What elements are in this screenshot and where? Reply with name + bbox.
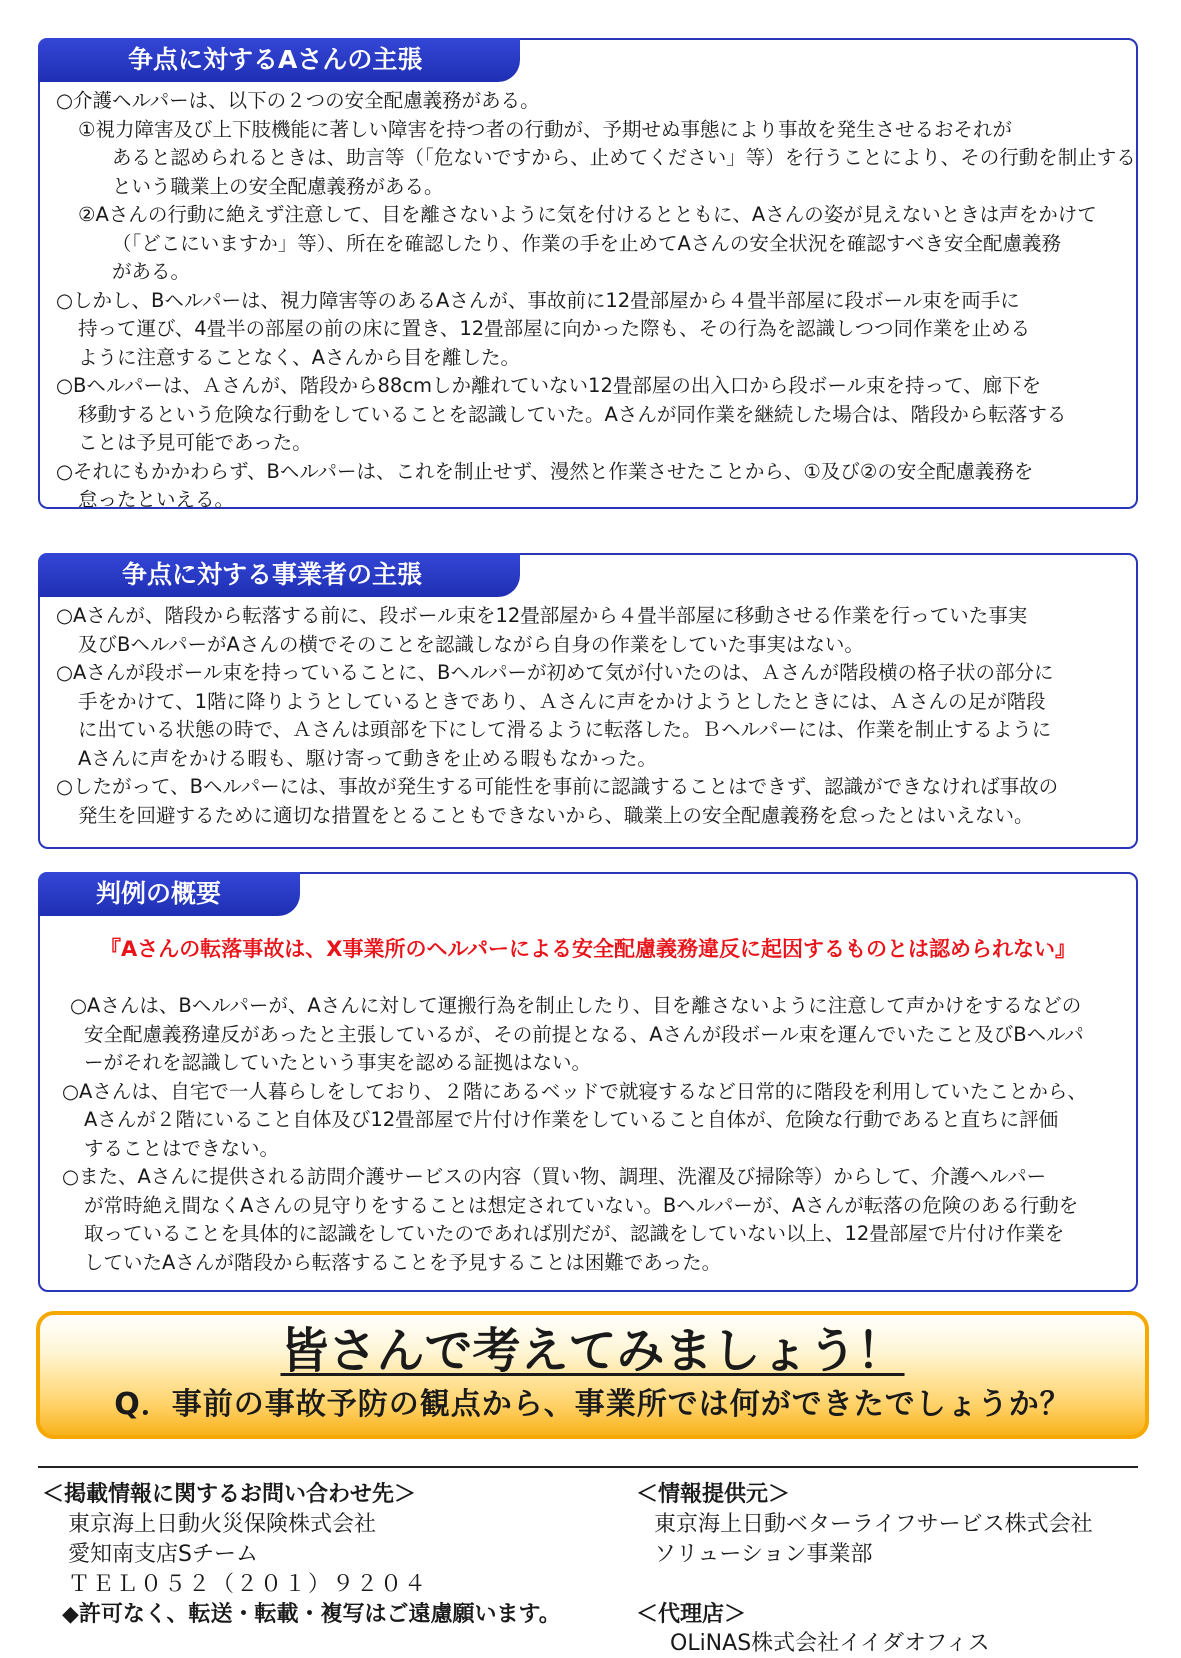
paragraph-line: ○介護ヘルパーは、以下の２つの安全配慮義務がある。: [56, 89, 540, 112]
paragraph-line: ○したがって、Bヘルパーには、事故が発生する可能性を事前に認識することはできず、認識ができなければ事故の: [56, 775, 1059, 798]
paragraph-line: していたAさんが階段から転落することを予見することは困難であった。: [84, 1250, 722, 1274]
banner-title-text: 皆さんで考えてみましょう！: [280, 1323, 905, 1379]
contact-branch: 愛知南支店Sチーム: [68, 1542, 258, 1567]
section-body: [56, 602, 1126, 830]
paragraph-line: ○それにもかかわらず、Bヘルパーは、これを制止せず、漫然と作業させたことから、①及び②の安全配慮義務を: [56, 459, 1034, 483]
provider-heading: ＜情報提供元＞: [636, 1482, 791, 1507]
footer-contact: [42, 1480, 561, 1630]
discussion-banner: [36, 1311, 1149, 1439]
paragraph-line: 持って運び、4畳半の部屋の前の床に置き、12畳部屋に向かった際も、その行為を認識しつつ同作業を止める: [78, 317, 1031, 340]
paragraph-line: ①視力障害及び上下肢機能に著しい障害を持つ者の行動が、予期せぬ事態により事故を発生させるおそれが: [78, 117, 1012, 141]
section-body: [62, 992, 1126, 1277]
paragraph-line: ○Bヘルパーは、Ａさんが、階段から88cmしか離れていない12畳部屋の出入口から段ボール束を持って、廊下を: [56, 374, 1042, 397]
agent-company: OLiNAS株式会社イイダオフィス: [670, 1631, 990, 1656]
section-business-claim: [38, 553, 1138, 849]
paragraph-line: 発生を回避するために適切な措置をとることもできないから、職業上の安全配慮義務を怠ったとはいえない。: [78, 803, 1034, 827]
ruling-headline: 『Aさんの転落事故は、X事業所のヘルパーによる安全配慮義務違反に起因するものとは認められない』: [100, 937, 1076, 961]
paragraph-line: することはできない。: [84, 1136, 280, 1160]
section-body: [56, 87, 1136, 515]
paragraph-line: ○また、Aさんに提供される訪問介護サービスの内容（買い物、調理、洗濯及び掃除等）からして、介護ヘルパー: [62, 1165, 1047, 1188]
paragraph-line: ○Aさんは、Bヘルパーが、Aさんに対して運搬行為を制止したり、目を離さないように注意して声かけをするなどの: [70, 994, 1082, 1017]
paragraph-line: ○Aさんが、階段から転落する前に、段ボール束を12畳部屋から４畳半部屋に移動させる作業を行っていた事実: [56, 604, 1028, 627]
paragraph-line: Aさんに声をかける暇も、駆け寄って動きを止める暇もなかった。: [78, 746, 657, 770]
paragraph-line: Aさんが２階にいること自体及び12畳部屋で片付け作業をしていること自体が、危険な行動であると直ちに評価: [84, 1108, 1059, 1131]
paragraph-line: （「どこにいますか」等）、所在を確認したり、作業の手を止めてAさんの安全状況を確認すべき安全配慮義務: [112, 231, 1061, 255]
section-title: 争点に対するAさんの主張: [38, 38, 520, 82]
paragraph-line: 取っていることを具体的に認識をしていたのであれば別だが、認識をしていない以上、12畳部屋で片付け作業を: [84, 1222, 1065, 1245]
paragraph-line: ○しかし、Bヘルパーは、視力障害等のあるAさんが、事故前に12畳部屋から４畳半部屋に段ボール束を両手に: [56, 288, 1020, 312]
agent-heading: ＜代理店＞: [636, 1602, 747, 1627]
paragraph-line: 怠ったといえる。: [78, 488, 235, 511]
footer-provider: [636, 1480, 1093, 1658]
provider-department: ソリューション事業部: [654, 1542, 873, 1567]
paragraph-line: ②Aさんの行動に絶えず注意して、目を離さないように気を付けるとともに、Aさんの姿が見えないときは声をかけて: [78, 203, 1097, 226]
section-title: 判例の概要: [38, 872, 300, 916]
paragraph-line: あると認められるときは、助言等（「危ないですから、止めてください」等）を行うことにより、その行動を制止する: [112, 146, 1136, 169]
paragraph-line: という職業上の安全配慮義務がある。: [112, 174, 444, 198]
contact-tel: ＴＥＬ０５２（２０１）９２０４: [68, 1572, 429, 1597]
contact-company: 東京海上日動火災保険株式会社: [68, 1512, 377, 1537]
paragraph-line: が常時絶え間なくAさんの見守りをすることは想定されていない。Bヘルパーが、Aさんが転落の危険のある行動を: [84, 1193, 1079, 1217]
footer-divider: [38, 1466, 1138, 1468]
section-title: 争点に対する事業者の主張: [38, 553, 520, 597]
paragraph-line: に出ている状態の時で、Ａさんは頭部を下にして滑るように転落した。Ｂヘルパーには、作業を制止するように: [78, 718, 1052, 741]
section-a-claim: [38, 38, 1138, 509]
provider-company: 東京海上日動ベターライフサービス株式会社: [654, 1512, 1093, 1537]
paragraph-line: ことは予見可能であった。: [78, 431, 312, 454]
paragraph-line: 手をかけて、1階に降りようとしているときであり、Ａさんに声をかけようとしたときには、Ａさんの足が階段: [78, 689, 1046, 713]
paragraph-line: 安全配慮義務違反があったと主張しているが、その前提となる、Aさんが段ボール束を運んでいたこと及びBヘルパ: [84, 1022, 1084, 1046]
spacer: [636, 1570, 1093, 1600]
paragraph-line: ーがそれを認識していたという事実を認める証拠はない。: [84, 1051, 592, 1074]
section-ruling: [38, 872, 1138, 1292]
paragraph-line: ように注意することなく、Aさんから目を離した。: [78, 345, 520, 369]
paragraph-line: ○Aさんが段ボール束を持っていることに、Bヘルパーが初めて気が付いたのは、Ａさんが階段横の格子状の部分に: [56, 661, 1054, 684]
paragraph-line: 移動するという危険な行動をしていることを認識していた。Aさんが同作業を継続した場合は、階段から転落する: [78, 402, 1067, 426]
banner-question: Q．事前の事故予防の観点から、事業所では何ができたでしょうか？: [114, 1387, 1071, 1422]
copy-notice: ◆許可なく、転送・転載・複写はご遠慮願います。: [62, 1602, 561, 1627]
contact-heading: ＜掲載情報に関するお問い合わせ先＞: [42, 1482, 417, 1507]
paragraph-line: 及びBヘルパーがAさんの横でそのことを認識しながら自身の作業をしていた事実はない。: [78, 632, 864, 656]
paragraph-line: ○Aさんは、自宅で一人暮らしをしており、２階にあるベッドで就寝するなど日常的に階段を利用していたことから、: [62, 1079, 1087, 1103]
banner-title: [40, 1323, 1145, 1379]
paragraph-line: がある。: [112, 260, 191, 283]
